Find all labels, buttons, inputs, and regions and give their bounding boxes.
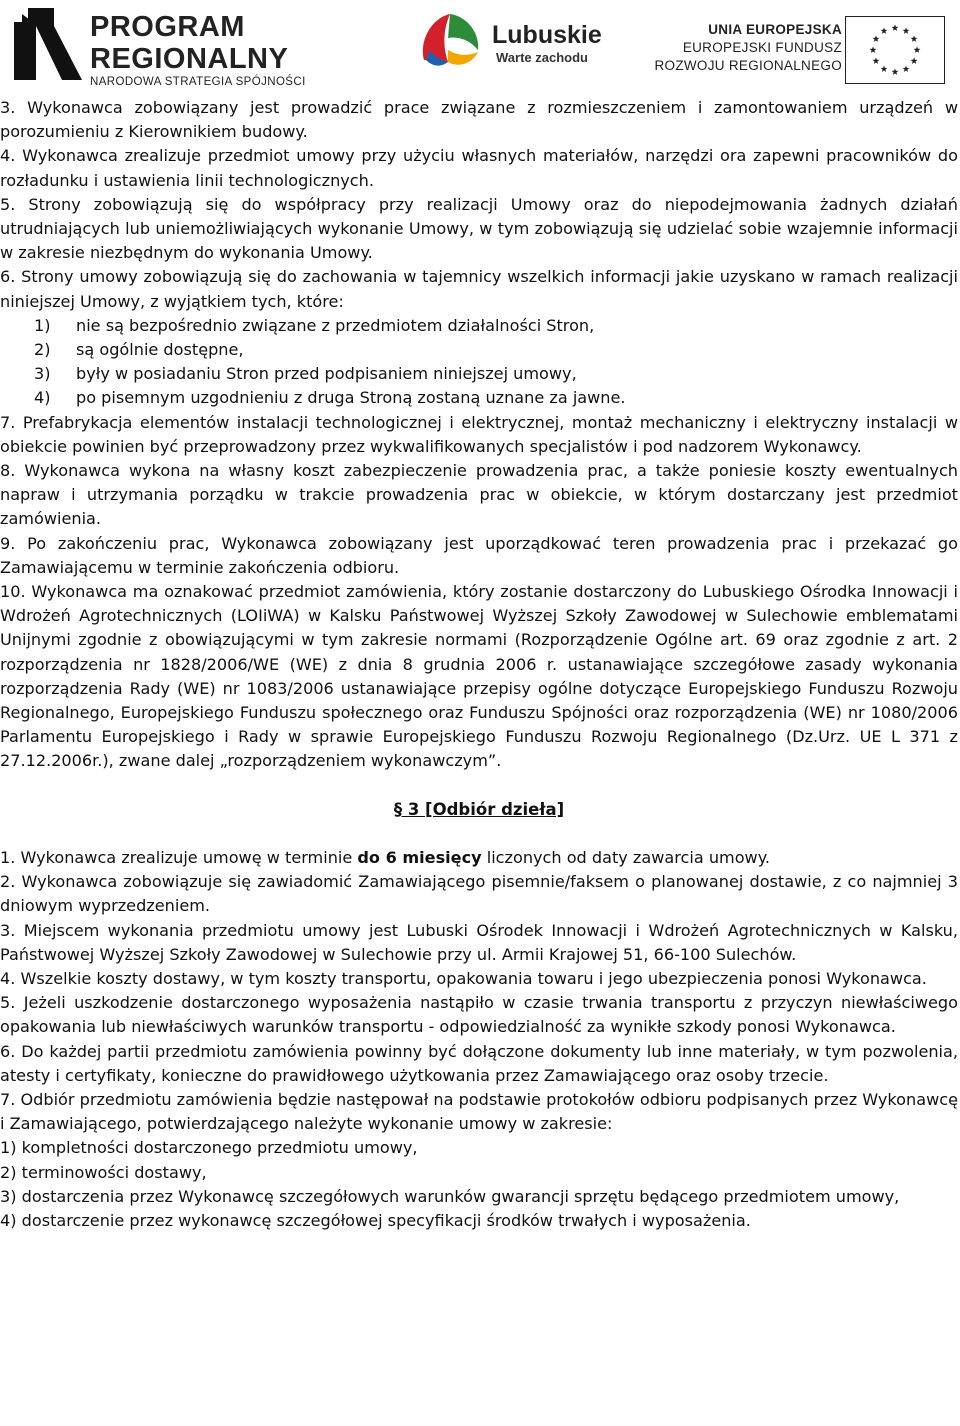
document-body <box>0 96 958 1233</box>
list-item <box>0 338 958 362</box>
paragraph: 1. Wykonawca zrealizuje umowę w terminie do 6 miesięcy liczonych od daty zawarcia umowy. <box>0 847 771 867</box>
eu-logo-line1: UNIA EUROPEJSKA <box>708 22 842 37</box>
paragraph: 7. Odbiór przedmiotu zamówienia będzie następował na podstawie protokołów odbioru podpisanych przez Wykonawcę i Zamawiającego, potwierdzającego należyte wykonanie umowy w zakresie: <box>0 1089 958 1134</box>
list-item-number: 2) <box>34 340 51 360</box>
paragraph: 6. Strony umowy zobowiązują się do zachowania w tajemnicy wszelkich informacji jakie uzyskano w ramach realizacji niniejszej Umowy, z wyjątkiem tych, które: <box>0 267 958 311</box>
lubuskie-logo-tagline: Warte zachodu <box>496 50 588 65</box>
page-header <box>0 0 960 92</box>
paragraph: 5. Jeżeli uszkodzenie dostarczonego wyposażenia nastąpiło w czasie trwania transportu z przyczyn niewłaściwego opakowania lub niewłaściwych warunków transportu - odpowiedzialność za wynikłe szkody ponosi Wykonawca. <box>0 993 958 1037</box>
lubuskie-logo-icon <box>414 10 486 72</box>
eu-logo-line3: ROZWOJU REGIONALNEGO <box>654 58 842 73</box>
list-item: 4) dostarczenie przez wykonawcę szczegółowej specyfikacji środków trwałych i wyposażenia. <box>0 1210 751 1230</box>
list-item-text: nie są bezpośrednio związane z przedmiotem działalności Stron, <box>76 315 595 335</box>
paragraph: 7. Prefabrykacja elementów instalacji technologicznej i elektrycznej, montaż mechaniczny i elektryczny instalacji w obiekcie powinien być przeprowadzony przez wykwalifikowanych specjalistów i pod nadzorem Wykonawcy. <box>0 412 958 456</box>
paragraph: 3. Wykonawca zobowiązany jest prowadzić prace związane z rozmieszczeniem i zamontowaniem urządzeń w porozumieniu z Kierownikiem budowy. <box>0 98 958 142</box>
list-item-number: 4) <box>34 388 51 408</box>
program-logo-line1: PROGRAM <box>90 11 245 43</box>
section-heading: § 3 [Odbiór dzieła] <box>393 799 565 819</box>
paragraph: 2. Wykonawca zobowiązuje się zawiadomić Zamawiającego pisemnie/faksem o planowanej dostawie, z co najmniej 3 dniowym wyprzedzeniem. <box>0 872 958 916</box>
paragraph: 3. Miejscem wykonania przedmiotu umowy jest Lubuski Ośrodek Innowacji i Wdrożeń Agrotechnicznych w Kalsku, Państwowej Wyższej Szkoły Zawodowej w Sulechowie przy ul. Armii Krajowej 51, 66-100 Sulechów. <box>0 920 958 964</box>
list-item-text: były w posiadaniu Stron przed podpisaniem niniejszej umowy, <box>76 364 577 384</box>
list-item-number: 1) <box>34 315 51 335</box>
lubuskie-logo-name: Lubuskie <box>492 21 602 49</box>
program-logo-line3: NARODOWA STRATEGIA SPÓJNOŚCI <box>90 76 306 88</box>
paragraph: 6. Do każdej partii przedmiotu zamówienia powinny być dołączone dokumenty lub inne materiały, w tym pozwolenia, atesty i certyfikaty, konieczne do prawidłowego użytkowania przez Zamawiającego oraz osoby trzecie. <box>0 1041 958 1085</box>
list-item <box>0 362 958 386</box>
list-item: 2) terminowości dostawy, <box>0 1162 207 1182</box>
list-item: 3) dostarczenia przez Wykonawcę szczegółowych warunków gwarancji sprzętu będącego przedmiotem umowy, <box>0 1186 900 1206</box>
list-item: 1) kompletności dostarczonego przedmiotu umowy, <box>0 1138 418 1158</box>
paragraph: 4. Wszelkie koszty dostawy, w tym koszty transportu, opakowania towaru i jego ubezpieczenia ponosi Wykonawca. <box>0 968 927 988</box>
eu-flag-icon <box>845 16 945 84</box>
list-item-text: po pisemnym uzgodnieniu z druga Stroną zostaną uznane za jawne. <box>76 388 626 408</box>
program-logo-line2: REGIONALNY <box>90 43 289 75</box>
paragraph: 8. Wykonawca wykona na własny koszt zabezpieczenie prowadzenia prac, a także poniesie koszty ewentualnych napraw i utrzymania porządku w trakcie prowadzenia prac w obiekcie, w którym dostarczany jest przedmiot zamówienia. <box>0 461 958 529</box>
list-item <box>0 386 958 410</box>
paragraph: 4. Wykonawca zrealizuje przedmiot umowy przy użyciu własnych materiałów, narzędzi ora zapewni pracowników do rozładunku i ustawienia linii technologicznych. <box>0 146 958 190</box>
eu-logo-line2: EUROPEJSKI FUNDUSZ <box>682 40 842 55</box>
list-item-text: są ogólnie dostępne, <box>76 340 244 360</box>
list-item-number: 3) <box>34 364 51 384</box>
program-regionalny-logo <box>8 4 88 84</box>
list-item <box>0 314 958 338</box>
paragraph: 10. Wykonawca ma oznakować przedmiot zamówienia, który zostanie dostarczony do Lubuskiego Ośrodka Innowacji i Wdrożeń Agrotechnicznych (LOIiWA) w Kalsku Państwowej Wyższej Szkoły Zawodowej w Sulechowie emblematami Unijnymi zgodnie z obowiązującymi w tym zakresie normami (Rozporządzenie Ogólne art. 69 oraz zgodnie z art. 2 rozporządzenia nr 1828/2006/WE (WE) z dnia 8 grudnia 2006 r. ustanawiające szczegółowe zasady wykonania rozporządzenia Rady (WE) nr 1083/2006 ustanawiające przepisy ogólne dotyczące Europejskiego Funduszu Rozwoju Regionalnego, Europejskiego Funduszu społecznego oraz Funduszu Spójności oraz rozporządzenia (WE) nr 1080/2006 Parlamentu Europejskiego i Rady w sprawie Europejskiego Funduszu Rozwoju Regionalnego (Dz.Urz. UE L 371 z 27.12.2006r.), zwane dalej „rozporządzeniem wykonawczym”. <box>0 582 958 771</box>
paragraph: 5. Strony zobowiązują się do współpracy przy realizacji Umowy oraz do niepodejmowania żadnych działań utrudniających lub uniemożliwiających wykonanie Umowy, w tym zobowiązują się udzielać sobie wzajemnie informacji w zakresie niezbędnym do wykonania Umowy. <box>0 194 958 263</box>
paragraph: 9. Po zakończeniu prac, Wykonawca zobowiązany jest uporządkować teren prowadzenia prac i przekazać go Zamawiającemu w terminie zakończenia odbioru. <box>0 533 958 577</box>
